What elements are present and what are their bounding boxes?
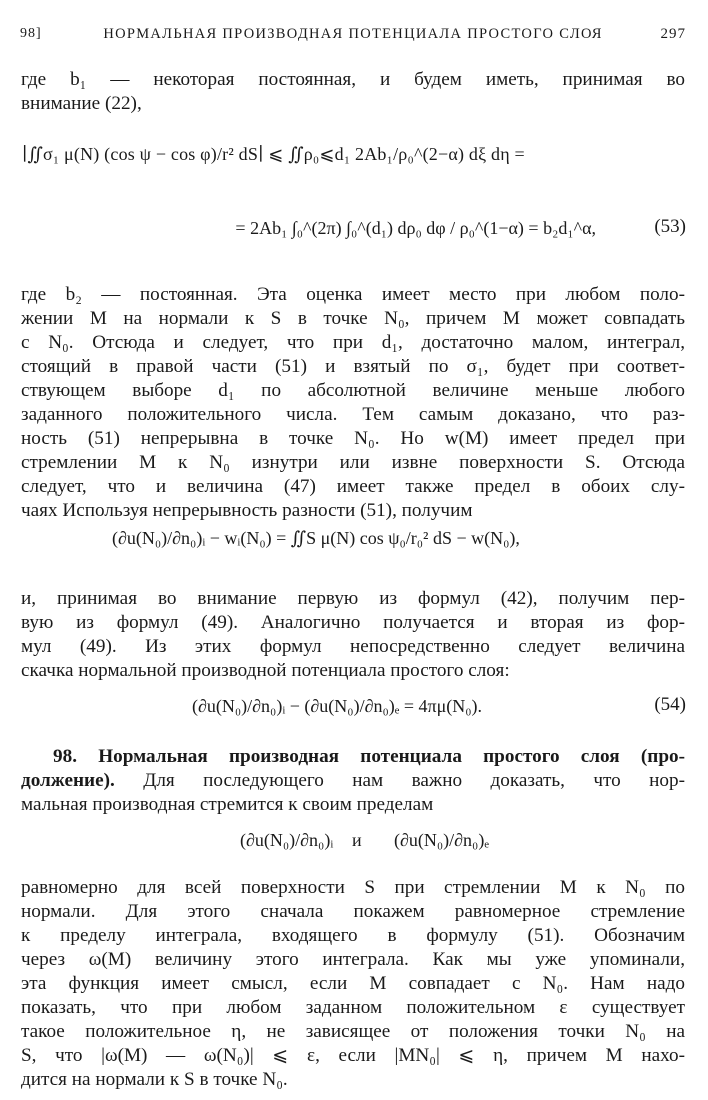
text-line: мальная производная стремится к своим пределам — [21, 794, 434, 815]
limit-outer: (∂u(N₀)/∂n₀)ₑ — [394, 830, 489, 850]
section-line-2-text: Для последующего нам важно доказать, что нор- — [143, 770, 685, 791]
text-line: заданного положительного числа. Тем самым доказано, что раз- — [21, 404, 685, 425]
text-line: S, что |ω(M) — ω(N₀)| ⩽ ε, если |MN₀| ⩽ η, причем M нахо- — [21, 1045, 685, 1066]
text-line: через ω(M) величину этого интеграла. Как мы уже упоминали, — [21, 949, 685, 970]
equation-53-part1 — [22, 122, 686, 192]
running-header — [20, 26, 686, 48]
text-line: с N₀. Отсюда и следует, что при d₁, достаточно малом, интеграл, — [21, 332, 685, 353]
text-line: стремлении M к N₀ изнутри или извне поверхности S. Отсюда — [21, 452, 685, 473]
text-line: равномерно для всей поверхности S при стремлении M к N₀ по — [21, 877, 685, 898]
equation-54-text: (∂u(N₀)/∂n₀)ᵢ − (∂u(N₀)/∂n₀)ₑ = 4πμ(N₀). — [192, 696, 482, 716]
text-line: мул (49). Из этих формул непосредственно следует величина — [21, 636, 685, 657]
text-line: где b₂ — постоянная. Эта оценка имеет место при любом поло- — [21, 284, 685, 305]
section-heading-continued: должение). — [21, 770, 115, 791]
text-line: показать, что при любом заданном положительном ε существует — [21, 997, 685, 1018]
text-line: внимание (22), — [21, 93, 142, 114]
equation-54 — [22, 684, 686, 728]
equation-limit-inner — [22, 510, 686, 570]
text-line: стоящий в правой части (51) и взятый по σ₁, будет при соответ- — [21, 356, 685, 377]
text-line: эта функция имеет смысл, если M совпадает с N₀. Нам надо — [21, 973, 685, 994]
section-98 — [21, 745, 685, 817]
text-line: скачка нормальной производной потенциала простого слоя: — [21, 660, 510, 681]
limit-inner: (∂u(N₀)/∂n₀)ᵢ — [240, 830, 334, 850]
page-number: 297 — [660, 26, 686, 42]
text-line: жении M на нормали к S в точке N₀, причем M может совпадать — [21, 308, 685, 329]
text-line: и, принимая во внимание первую из формул (42), получим пер- — [21, 588, 685, 609]
paragraph-uniform — [21, 876, 685, 1092]
text-line: чаях Используя непрерывность разности (51), получим — [21, 500, 473, 521]
equation-number-54: (54) — [654, 694, 686, 715]
section-heading: 98. Нормальная производная потенциала простого слоя (про- — [53, 746, 685, 767]
text-line: к пределу интеграла, входящего в формулу (51). Обозначим — [21, 925, 685, 946]
text-line: нормали. Для этого сначала покажем равномерное стремление — [21, 901, 685, 922]
running-title: НОРМАЛЬНАЯ ПРОИЗВОДНАЯ ПОТЕНЦИАЛА ПРОСТОГО СЛОЯ — [103, 26, 603, 42]
text-line: следует, что и величина (47) имеет также предел в обоих слу- — [21, 476, 685, 497]
limit-conjunction: и — [352, 830, 362, 850]
equation-53-text-2: = 2Ab₁ ∫₀^(2π) ∫₀^(d₁) dρ₀ dφ / ρ₀^(1−α) = b₂d₁^α, — [235, 218, 596, 238]
paragraph-jump — [21, 587, 685, 683]
paragraph-estimate — [21, 283, 685, 523]
text-line: такое положительное η, не зависящее от положения точки N₀ на — [21, 1021, 685, 1042]
text-line: где b₁ — некоторая постоянная, и будем иметь, принимая во — [21, 69, 685, 90]
text-line: ность (51) непрерывна в точке N₀. Но w(M) имеет предел при — [21, 428, 685, 449]
equation-53-text-1: ∣∬σ₁ μ(N) (cos ψ − cos φ)/r² dS∣ ⩽ ∬ρ₀⩽d₁ 2Ab₁/ρ₀^(2−α) dξ dη = — [22, 144, 525, 164]
equation-limits — [22, 818, 686, 866]
equation-53-part2 — [22, 190, 686, 270]
equation-limit-inner-text: (∂u(N₀)/∂n₀)ᵢ − wᵢ(N₀) = ∬S μ(N) cos ψ₀/r₀² dS − w(N₀), — [112, 528, 520, 548]
text-line: вую из формул (49). Аналогично получается и вторая из фор- — [21, 612, 685, 633]
equation-number-53: (53) — [654, 216, 686, 237]
section-line-2 — [21, 769, 685, 793]
section-marker: 98] — [20, 26, 42, 41]
text-line: ствующем выборе d₁ по абсолютной величине меньше любого — [21, 380, 685, 401]
text-line: дится на нормали к S в точке N₀. — [21, 1069, 288, 1090]
paragraph-intro — [21, 68, 685, 116]
